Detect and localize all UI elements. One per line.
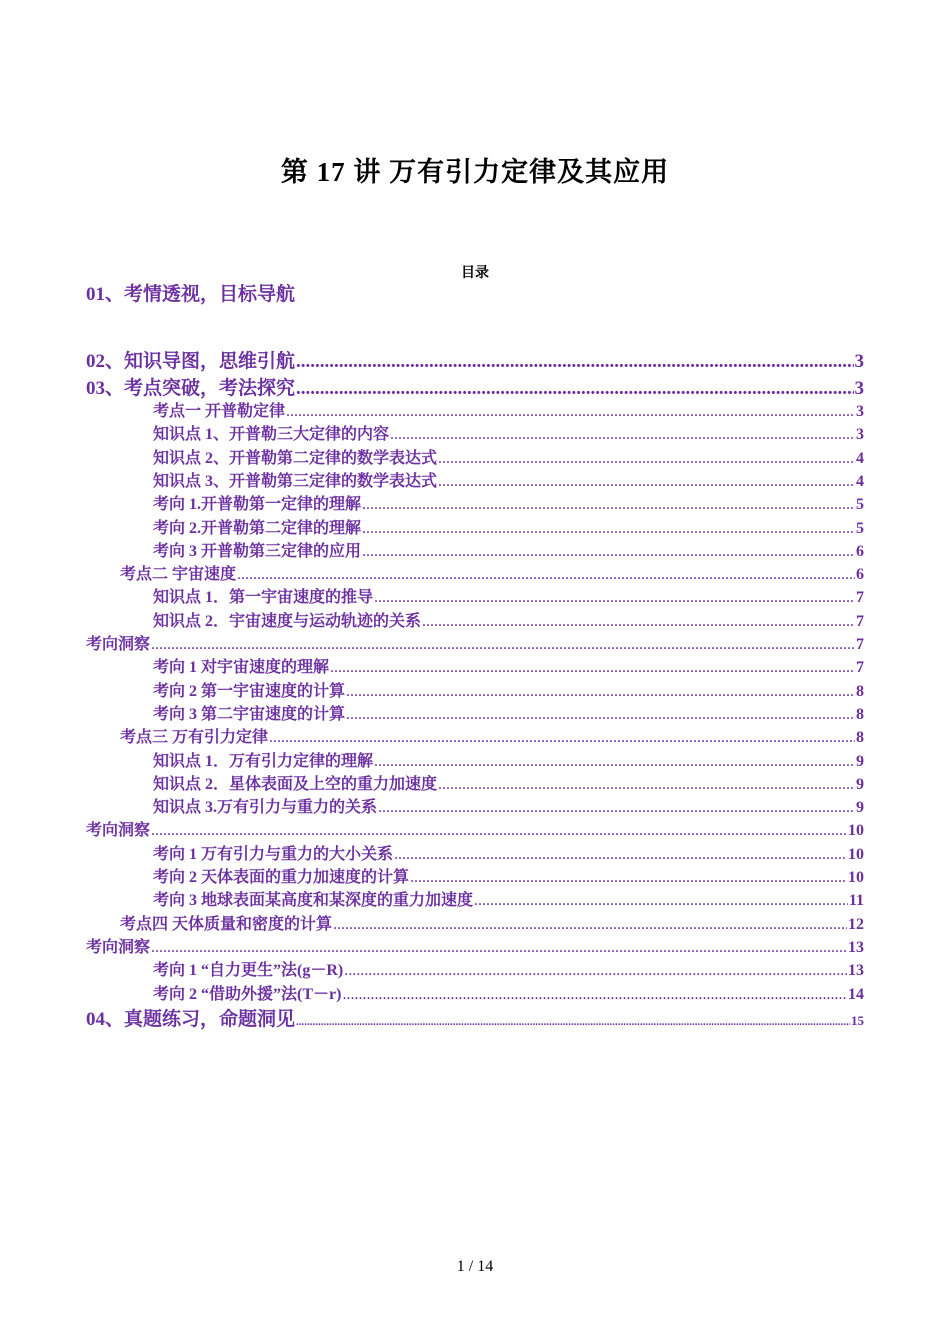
toc-entry-page: 10 (848, 822, 864, 840)
toc-leader-dots (394, 846, 847, 864)
toc-entry-text: 考点二 宇宙速度 (120, 566, 237, 584)
toc-entry-text: 考点三 万有引力定律 (120, 729, 269, 747)
toc-entry[interactable] (153, 608, 864, 631)
toc-entry-page: 3 (854, 378, 864, 399)
toc-entry[interactable] (153, 445, 864, 468)
toc-entry-text: 知识点 3、开普勒第三定律的数学表达式 (153, 472, 438, 490)
toc-entry[interactable] (153, 794, 864, 817)
toc-entry-page: 5 (856, 519, 864, 537)
toc-entry-page: 8 (856, 729, 864, 747)
toc-entry-text: 知识点 1．万有引力定律的理解 (153, 752, 374, 770)
toc-entry[interactable] (153, 957, 864, 980)
toc-entry-text: 知识点 1、开普勒三大定律的内容 (153, 426, 390, 444)
toc-leader-dots (362, 520, 855, 538)
toc-entry-page: 8 (856, 705, 864, 723)
toc-entry[interactable] (153, 538, 864, 561)
toc-entry-page: 5 (856, 496, 864, 514)
toc-entry-text: 考向 3 第二宇宙速度的计算 (153, 705, 346, 723)
toc-entry-page: 6 (856, 566, 864, 584)
toc-entry-page: 4 (856, 472, 864, 490)
toc-entry-page: 7 (856, 612, 864, 630)
toc-leader-dots (474, 892, 848, 910)
toc-entry-text: 考向 3 开普勒第三定律的应用 (153, 542, 362, 560)
toc-entry-page: 3 (856, 403, 864, 420)
toc-leader-dots (237, 566, 855, 584)
toc-entry-page: 11 (848, 892, 864, 910)
toc-entry-text: 考向洞察 (86, 938, 151, 956)
toc-entry-page: 9 (856, 799, 864, 817)
toc-entry-text: 考向 2 天体表面的重力加速度的计算 (153, 869, 410, 886)
toc-entry-text: 考向 1.开普勒第一定律的理解 (153, 496, 362, 514)
toc-leader-dots (296, 1009, 850, 1031)
toc-leader-dots (378, 799, 855, 817)
toc-entry-text: 考点四 天体质量和密度的计算 (120, 915, 333, 933)
toc-entry[interactable] (86, 631, 864, 654)
toc-entry-text: 考向洞察 (86, 822, 151, 840)
toc-entry[interactable] (153, 887, 864, 910)
toc-entry-text: 考向 1 对宇宙速度的理解 (153, 659, 330, 677)
toc-entry-text: 考向 2.开普勒第二定律的理解 (153, 519, 362, 537)
toc-entry-page: 4 (856, 449, 864, 467)
toc-heading: 目录 (461, 266, 489, 281)
toc-entry-text: 考点一 开普勒定律 (153, 403, 286, 420)
toc-entry[interactable] (86, 934, 864, 957)
toc-entry[interactable] (153, 771, 864, 794)
toc-entry-page: 7 (856, 589, 864, 607)
toc-entry[interactable] (86, 346, 864, 373)
toc-entry-page: 12 (848, 915, 864, 933)
toc-entry[interactable] (153, 491, 864, 514)
toc-entry[interactable] (86, 817, 864, 840)
toc-entry-text: 知识点 1．第一宇宙速度的推导 (153, 589, 374, 607)
toc-entry-text: 03、考点突破，考法探究 (86, 378, 296, 399)
toc-entry[interactable] (153, 701, 864, 724)
toc-leader-dots (333, 916, 847, 934)
toc-entry-text: 02、知识导图，思维引航 (86, 351, 296, 372)
page-number: 1 / 14 (456, 1258, 494, 1275)
toc-entry[interactable] (153, 678, 864, 701)
toc-leader-dots (374, 753, 855, 771)
toc-leader-dots (438, 450, 855, 468)
toc-entry-text: 考向洞察 (86, 636, 151, 653)
toc-leader-dots (438, 473, 855, 491)
toc-entry[interactable] (153, 864, 864, 887)
toc-leader-dots (438, 776, 855, 794)
document-title: 第 17 讲 万有引力定律及其应用 (280, 157, 670, 187)
toc-leader-dots (151, 822, 847, 840)
toc-entry[interactable] (153, 468, 864, 491)
toc-leader-dots (410, 869, 847, 887)
toc-entry[interactable] (153, 981, 864, 1004)
toc-entry-page: 7 (856, 636, 864, 653)
toc-entry-first[interactable]: 01、考情透视，目标导航 (86, 284, 296, 305)
toc-leader-dots (286, 403, 855, 421)
toc-entry-page: 9 (856, 775, 864, 793)
toc-leader-dots (344, 962, 847, 980)
toc-entry-page: 6 (856, 542, 864, 560)
toc-leader-dots (362, 496, 855, 514)
toc-entry[interactable] (153, 398, 864, 421)
toc-entry-page: 9 (856, 752, 864, 770)
toc-entry[interactable] (120, 561, 864, 584)
toc-entry[interactable] (120, 911, 864, 934)
toc-entry-page: 13 (848, 962, 864, 980)
toc-entry[interactable] (153, 515, 864, 538)
toc-entry-text: 考向 2 第一宇宙速度的计算 (153, 682, 346, 700)
toc-entry-text: 考向 2 “借助外援”法(T－r) (153, 985, 342, 1003)
toc-entry[interactable] (120, 724, 864, 747)
toc-leader-dots (346, 683, 855, 701)
toc-leader-dots (151, 636, 855, 654)
toc-entry[interactable] (153, 748, 864, 771)
toc-leader-dots (269, 729, 855, 747)
toc-entry[interactable] (153, 584, 864, 607)
toc-entry-page: 8 (856, 682, 864, 700)
toc-entry-text: 知识点 2．宇宙速度与运动轨迹的关系 (153, 612, 422, 630)
toc-leader-dots (362, 543, 855, 561)
toc-leader-dots (374, 589, 855, 607)
toc-leader-dots (390, 426, 855, 444)
toc-entry-text: 知识点 2、开普勒第二定律的数学表达式 (153, 449, 438, 467)
toc-leader-dots (330, 659, 855, 677)
toc-entry[interactable] (153, 421, 864, 444)
toc-entry-page: 3 (854, 351, 864, 372)
toc-entry-text: 考向 1 万有引力与重力的大小关系 (153, 845, 394, 863)
toc-entry-page: 15 (851, 1012, 864, 1028)
toc-leader-dots (422, 613, 855, 631)
toc-entry-page: 14 (848, 985, 864, 1003)
toc-entry-page: 3 (856, 426, 864, 444)
toc-entry-text: 知识点 2．星体表面及上空的重力加速度 (153, 775, 438, 793)
toc-entry-page: 13 (848, 938, 864, 956)
toc-entry[interactable] (86, 373, 864, 400)
toc-entry-text: 知识点 3.万有引力与重力的关系 (153, 799, 378, 817)
toc-leader-dots (296, 351, 853, 373)
toc-leader-dots (151, 939, 847, 957)
toc-entry-text: 考向 1 “自力更生”法(g－R) (153, 962, 344, 980)
toc-entry-page: 10 (848, 845, 864, 863)
toc-leader-dots (346, 706, 855, 724)
toc-entry[interactable] (86, 1004, 864, 1031)
toc-entry-text: 考向 3 地球表面某高度和某深度的重力加速度 (153, 892, 474, 910)
toc-entry[interactable] (153, 654, 864, 677)
toc-leader-dots (296, 378, 853, 400)
toc-entry-page: 7 (856, 659, 864, 677)
toc-leader-dots (342, 986, 847, 1004)
toc-entry-text: 04、真题练习，命题洞见 (86, 1008, 296, 1030)
toc-entry-page: 10 (848, 869, 864, 886)
toc-entry[interactable] (153, 841, 864, 864)
